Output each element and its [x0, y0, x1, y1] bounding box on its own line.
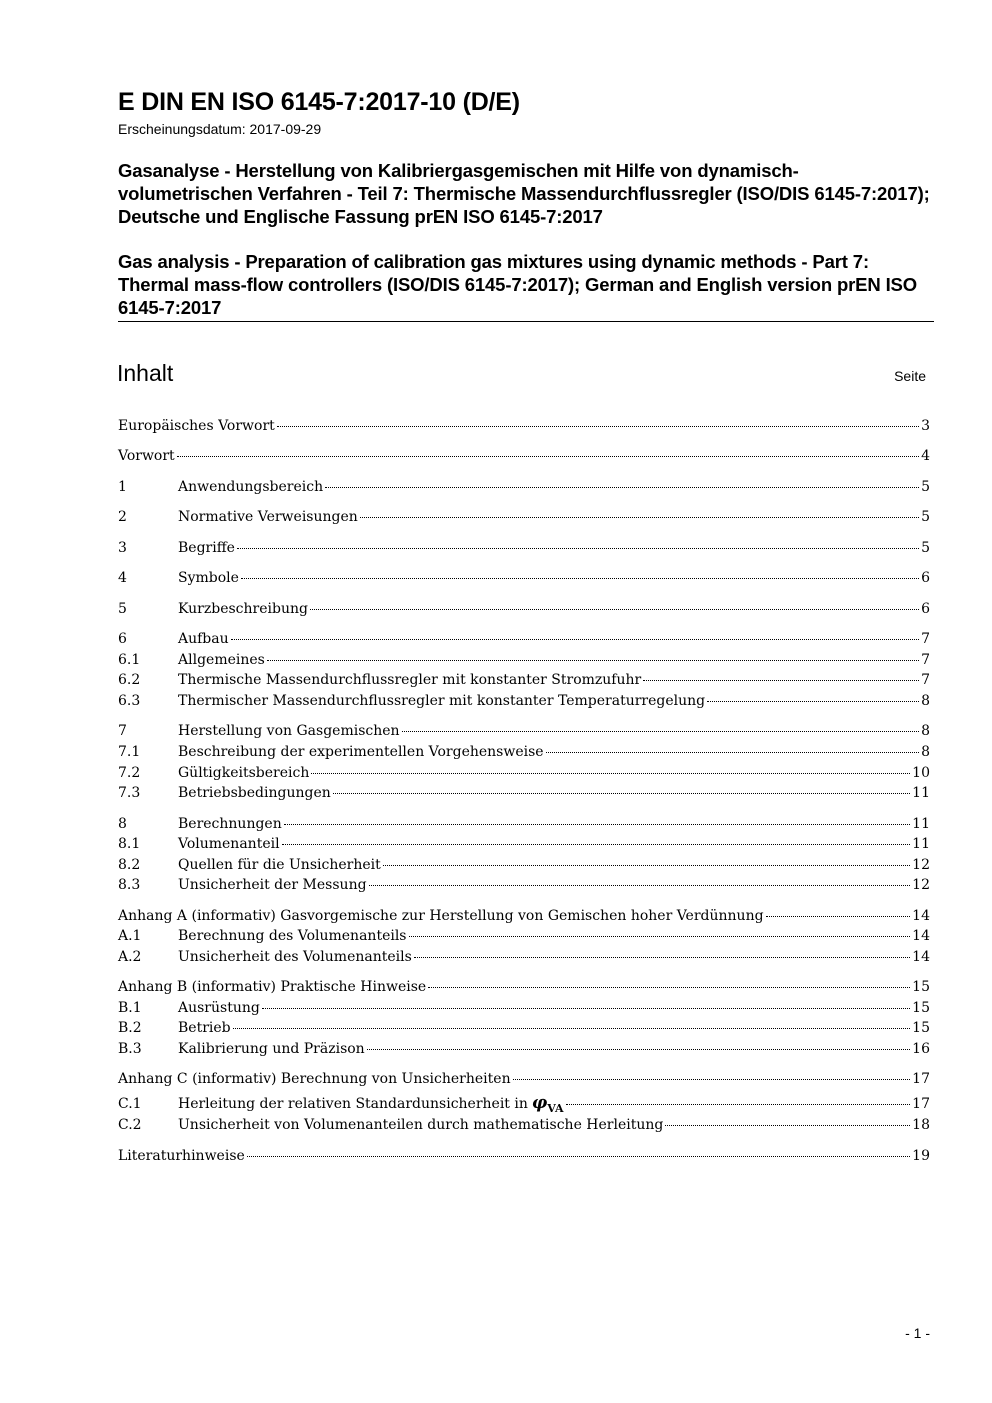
- toc-dot-leader: [546, 752, 920, 753]
- toc-entry-number: 4: [118, 570, 127, 586]
- toc-entry-page: 12: [912, 877, 930, 893]
- toc-entry-title: Kurzbeschreibung: [178, 601, 308, 617]
- toc-entry[interactable]: [118, 1020, 930, 1040]
- toc-dot-leader: [233, 1028, 911, 1029]
- toc-dot-leader: [177, 456, 919, 457]
- toc-entry-number: 2: [118, 509, 127, 525]
- toc-entry-title: Aufbau: [178, 631, 229, 647]
- toc-entry-page: 5: [921, 479, 930, 495]
- toc-dot-leader: [267, 660, 919, 661]
- toc-dot-leader: [414, 957, 910, 958]
- toc-entry-page: 16: [912, 1041, 930, 1057]
- toc-dot-leader: [360, 517, 919, 518]
- toc-entry-title: Europäisches Vorwort: [118, 418, 275, 434]
- toc-dot-leader: [766, 916, 911, 917]
- toc-entry-title: Vorwort: [118, 448, 175, 464]
- toc-entry-page: 12: [912, 857, 930, 873]
- toc-entry-page: 7: [921, 631, 930, 647]
- toc-entry-page: 7: [921, 652, 930, 668]
- toc-entry-title: Allgemeines: [178, 652, 265, 668]
- toc-entry[interactable]: [118, 1000, 930, 1020]
- title-english: Gas analysis - Preparation of calibration gas mixtures using dynamic methods - Part 7: Thermal mass-flow controllers (ISO/DIS 6145-7:2017); German and English version prEN ISO 6145-7:2017: [118, 251, 917, 318]
- toc-entry-page: 15: [912, 979, 930, 995]
- toc-entry-title: Herstellung von Gasgemischen: [178, 723, 400, 739]
- toc-entry[interactable]: [118, 836, 930, 856]
- toc-entry[interactable]: [118, 744, 930, 764]
- toc-dot-leader: [310, 609, 919, 610]
- toc-entry[interactable]: [118, 448, 930, 468]
- toc-entry-page: 6: [921, 601, 930, 617]
- toc-entry[interactable]: [118, 1117, 930, 1137]
- toc-entry-number: C.1: [118, 1096, 142, 1112]
- toc-entry-title: Berechnung des Volumenanteils: [178, 928, 407, 944]
- toc-dot-leader: [383, 865, 910, 866]
- toc-entry[interactable]: [118, 1093, 930, 1113]
- toc-entry[interactable]: [118, 857, 930, 877]
- toc-dot-leader: [665, 1125, 910, 1126]
- toc-entry-title: Anhang A (informativ) Gasvorgemische zur Herstellung von Gemischen hoher Verdünnung: [118, 908, 764, 924]
- toc-entry[interactable]: [118, 1148, 930, 1168]
- toc-entry-page: 11: [912, 816, 930, 832]
- publication-date: Erscheinungsdatum: 2017-09-29: [118, 121, 322, 137]
- toc-entry-page: 17: [912, 1071, 930, 1087]
- toc-entry-number: 8.1: [118, 836, 141, 852]
- toc-entry-number: 6: [118, 631, 127, 647]
- toc-dot-leader: [707, 701, 919, 702]
- toc-entry-page: 4: [921, 448, 930, 464]
- toc-entry-number: 7.1: [118, 744, 141, 760]
- contents-heading: Inhalt: [117, 360, 174, 386]
- toc-dot-leader: [333, 793, 910, 794]
- toc-entry-page: 6: [921, 570, 930, 586]
- toc-entry-number: 5: [118, 601, 127, 617]
- toc-entry[interactable]: [118, 765, 930, 785]
- toc-entry-page: 14: [912, 949, 930, 965]
- toc-entry[interactable]: [118, 1041, 930, 1061]
- toc-entry-title: Berechnungen: [178, 816, 282, 832]
- toc-entry-number: 1: [118, 479, 127, 495]
- toc-entry-number: 7.2: [118, 765, 141, 781]
- toc-entry-page: 14: [912, 928, 930, 944]
- toc-entry-title: Betrieb: [178, 1020, 231, 1036]
- toc-entry-title: Thermische Massendurchflussregler mit konstanter Stromzufuhr: [178, 672, 642, 688]
- toc-entry-title: Begriffe: [178, 540, 235, 556]
- toc-entry-page: 17: [912, 1096, 930, 1112]
- toc-dot-leader: [311, 773, 910, 774]
- toc-entry-page: 7: [921, 672, 930, 688]
- toc-entry-number: C.2: [118, 1117, 142, 1133]
- toc-entry-page: 5: [921, 509, 930, 525]
- toc-entry[interactable]: [118, 949, 930, 969]
- toc-dot-leader: [643, 680, 919, 681]
- toc-dot-leader: [231, 639, 919, 640]
- toc-entry[interactable]: [118, 928, 930, 948]
- toc-entry[interactable]: [118, 723, 930, 743]
- table-of-contents: [118, 0, 930, 1403]
- toc-dot-leader: [369, 885, 911, 886]
- symbol-subscript: VA: [547, 1102, 564, 1115]
- toc-entry-number: B.2: [118, 1020, 142, 1036]
- symbol-phi: φ: [531, 1093, 548, 1113]
- toc-entry[interactable]: [118, 540, 930, 560]
- toc-entry-title: Anhang C (informativ) Berechnung von Unsicherheiten: [118, 1071, 511, 1087]
- toc-dot-leader: [402, 731, 920, 732]
- toc-entry-page: 10: [912, 765, 930, 781]
- toc-entry-number: A.2: [118, 949, 142, 965]
- toc-entry-page: 11: [912, 836, 930, 852]
- toc-entry-title: Volumenanteil: [178, 836, 280, 852]
- toc-entry-number: B.1: [118, 1000, 142, 1016]
- toc-entry-number: 8.2: [118, 857, 141, 873]
- toc-dot-leader: [241, 578, 919, 579]
- toc-entry-page: 3: [921, 418, 930, 434]
- toc-entry-title: Symbole: [178, 570, 239, 586]
- toc-entry-page: 14: [912, 908, 930, 924]
- toc-entry-title: Unsicherheit des Volumenanteils: [178, 949, 412, 965]
- toc-entry[interactable]: [118, 877, 930, 897]
- volume-fraction-symbol: [532, 1093, 564, 1115]
- toc-dot-leader: [513, 1079, 911, 1080]
- toc-entry[interactable]: [118, 816, 930, 836]
- toc-entry-page: 11: [912, 785, 930, 801]
- toc-dot-leader: [237, 548, 919, 549]
- toc-entry-title: Anwendungsbereich: [178, 479, 324, 495]
- page-column-label: Seite: [894, 368, 926, 384]
- toc-entry[interactable]: [118, 418, 930, 438]
- toc-entry-page: 15: [912, 1020, 930, 1036]
- toc-entry-title: Kalibrierung und Präzison: [178, 1041, 365, 1057]
- toc-entry-number: 8: [118, 816, 127, 832]
- toc-entry[interactable]: [118, 601, 930, 621]
- toc-entry-number: 7: [118, 723, 127, 739]
- toc-dot-leader: [284, 824, 910, 825]
- toc-entry-page: 19: [912, 1148, 930, 1164]
- toc-entry[interactable]: [118, 979, 930, 999]
- toc-entry-title: Unsicherheit von Volumenanteilen durch mathematische Herleitung: [178, 1117, 664, 1133]
- toc-entry-title: Gültigkeitsbereich: [178, 765, 310, 781]
- document-id: E DIN EN ISO 6145-7:2017-10 (D/E): [118, 88, 520, 116]
- toc-dot-leader: [409, 936, 911, 937]
- toc-dot-leader: [277, 426, 919, 427]
- toc-entry-page: 18: [912, 1117, 930, 1133]
- toc-entry-title: Thermischer Massendurchflussregler mit konstanter Temperaturregelung: [178, 693, 706, 709]
- toc-entry-title: Quellen für die Unsicherheit: [178, 857, 381, 873]
- toc-entry-title: Ausrüstung: [178, 1000, 260, 1016]
- toc-dot-leader: [367, 1049, 910, 1050]
- toc-entry-title: Normative Verweisungen: [178, 509, 358, 525]
- toc-entry-page: 8: [921, 693, 930, 709]
- toc-entry-page: 8: [921, 723, 930, 739]
- toc-entry[interactable]: [118, 672, 930, 692]
- toc-dot-leader: [262, 1008, 910, 1009]
- toc-entry-number: 7.3: [118, 785, 141, 801]
- toc-entry[interactable]: [118, 785, 930, 805]
- toc-entry-number: 8.3: [118, 877, 141, 893]
- toc-entry-title: Anhang B (informativ) Praktische Hinweise: [118, 979, 427, 995]
- toc-entry-title: Beschreibung der experimentellen Vorgehensweise: [178, 744, 544, 760]
- toc-entry-number: 6.1: [118, 652, 141, 668]
- toc-entry[interactable]: [118, 570, 930, 590]
- toc-entry-page: 15: [912, 1000, 930, 1016]
- toc-entry-page: 8: [921, 744, 930, 760]
- toc-dot-leader: [325, 487, 919, 488]
- toc-entry-number: A.1: [118, 928, 142, 944]
- toc-entry-title: Betriebsbedingungen: [178, 785, 331, 801]
- toc-entry[interactable]: [118, 652, 930, 672]
- toc-entry[interactable]: [118, 1071, 930, 1091]
- toc-dot-leader: [282, 844, 911, 845]
- toc-entry[interactable]: [118, 631, 930, 651]
- toc-dot-leader: [247, 1156, 910, 1157]
- toc-entry-page: 5: [921, 540, 930, 556]
- title-german: Gasanalyse - Herstellung von Kalibriergasgemischen mit Hilfe von dynamisch-volumetrischen Verfahren - Teil 7: Thermische Massendurchflussregler (ISO/DIS 6145-7:2017); Deutsche und Englische Fassung prEN ISO 6145-7:2017: [118, 160, 930, 227]
- page-number: - 1 -: [905, 1325, 930, 1341]
- toc-entry-number: 3: [118, 540, 127, 556]
- toc-entry-number: 6.3: [118, 693, 141, 709]
- toc-entry[interactable]: [118, 693, 930, 713]
- toc-entry-number: B.3: [118, 1041, 142, 1057]
- toc-entry[interactable]: [118, 479, 930, 499]
- toc-entry-number: 6.2: [118, 672, 141, 688]
- toc-entry-title: Unsicherheit der Messung: [178, 877, 367, 893]
- toc-entry-title: Herleitung der relativen Standardunsicherheit in: [178, 1096, 528, 1112]
- toc-dot-leader: [428, 987, 910, 988]
- toc-entry-title: Literaturhinweise: [118, 1148, 245, 1164]
- toc-entry[interactable]: [118, 908, 930, 928]
- toc-dot-leader: [566, 1104, 911, 1105]
- toc-entry[interactable]: [118, 509, 930, 529]
